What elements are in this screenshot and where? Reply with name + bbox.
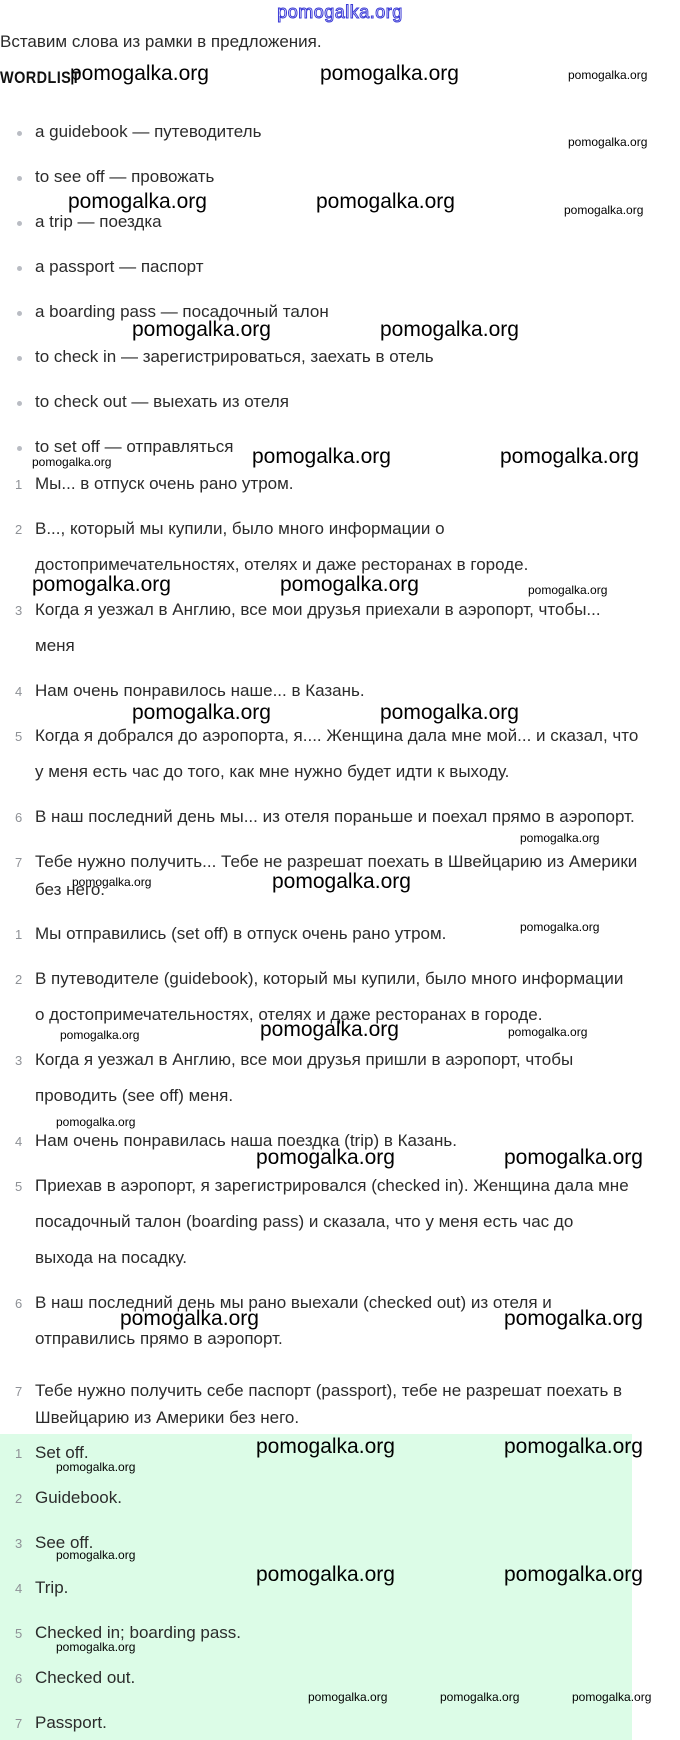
- translation-line: Тебе нужно получить себе паспорт (passport), тебе не разрешат поехать в: [35, 1381, 623, 1400]
- translation-number: 7: [15, 1384, 23, 1399]
- bullet-dot: [17, 176, 22, 181]
- translation-line: Когда я уезжал в Англию, все мои друзья пришли в аэропорт, чтобы: [35, 1050, 574, 1069]
- exercise-line: Мы... в отпуск очень рано утром.: [35, 474, 294, 493]
- bullet-dot: [17, 311, 22, 316]
- answer-number: 3: [15, 1536, 23, 1551]
- wordlist-title: WORDLIST: [0, 68, 81, 87]
- watermark: pomogalka.org: [316, 190, 455, 213]
- exercise-line: В наш последний день мы... из отеля пораньше и поехал прямо в аэропорт.: [35, 807, 635, 826]
- watermark: pomogalka.org: [260, 1018, 399, 1041]
- exercise-number: 1: [15, 477, 23, 492]
- watermark: pomogalka.org: [320, 62, 459, 85]
- translation-line: В наш последний день мы рано выехали (checked out) из отеля и: [35, 1293, 552, 1312]
- exercise-number: 6: [15, 810, 23, 825]
- watermark: pomogalka.org: [252, 445, 391, 468]
- bullet-dot: [17, 446, 22, 451]
- watermark: pomogalka.org: [520, 831, 600, 845]
- watermark: pomogalka.org: [564, 203, 644, 217]
- translation-number: 1: [15, 927, 23, 942]
- watermark: pomogalka.org: [508, 1025, 588, 1039]
- translation-line: посадочный талон (boarding pass) и сказала, что у меня есть час до: [35, 1212, 574, 1231]
- site-header-logo[interactable]: pomogalka.org: [277, 2, 403, 22]
- answer-number: 5: [15, 1626, 23, 1641]
- translation-line: В путеводителе (guidebook), который мы купили, было много информации: [35, 969, 624, 988]
- watermark: pomogalka.org: [504, 1435, 643, 1458]
- translation-line: о достопримечательностях, отелях и даже ресторанах в городе.: [35, 1005, 543, 1024]
- translation-line: Мы отправились (set off) в отпуск очень рано утром.: [35, 924, 447, 943]
- watermark: pomogalka.org: [56, 1640, 136, 1654]
- exercise-number: 7: [15, 855, 23, 870]
- watermark: pomogalka.org: [380, 701, 519, 724]
- answer-line: Passport.: [35, 1713, 107, 1732]
- answer-line: See off.: [35, 1533, 94, 1552]
- watermark: pomogalka.org: [572, 1690, 652, 1704]
- wordlist-item: to check in — зарегистрироваться, заехать в отель: [35, 347, 434, 366]
- watermark: pomogalka.org: [32, 455, 112, 469]
- watermark: pomogalka.org: [68, 190, 207, 213]
- translation-number: 4: [15, 1134, 23, 1149]
- exercise-number: 5: [15, 729, 23, 744]
- watermark: pomogalka.org: [500, 445, 639, 468]
- watermark: pomogalka.org: [72, 875, 152, 889]
- bullet-dot: [17, 221, 22, 226]
- watermark: pomogalka.org: [256, 1435, 395, 1458]
- wordlist-item: to check out — выехать из отеля: [35, 392, 289, 411]
- answer-number: 4: [15, 1581, 23, 1596]
- exercise-line: у меня есть час до того, как мне нужно будет идти к выходу.: [35, 762, 510, 781]
- answer-line: Guidebook.: [35, 1488, 122, 1507]
- watermark: pomogalka.org: [272, 870, 411, 893]
- exercise-line: без него.: [35, 880, 105, 899]
- watermark: pomogalka.org: [504, 1563, 643, 1586]
- watermark: pomogalka.org: [380, 318, 519, 341]
- translation-number: 2: [15, 972, 23, 987]
- answer-line: Trip.: [35, 1578, 69, 1597]
- translation-number: 3: [15, 1053, 23, 1068]
- watermark: pomogalka.org: [56, 1115, 136, 1129]
- exercise-number: 4: [15, 684, 23, 699]
- translation-line: отправились прямо в аэропорт.: [35, 1329, 283, 1348]
- translation-number: 5: [15, 1179, 23, 1194]
- translation-line: Швейцарию из Америки без него.: [35, 1408, 300, 1427]
- watermark: pomogalka.org: [440, 1690, 520, 1704]
- translation-line: выхода на посадку.: [35, 1248, 187, 1267]
- translation-line: Приехав в аэропорт, я зарегистрировался (checked in). Женщина дала мне: [35, 1176, 629, 1195]
- answer-number: 2: [15, 1491, 23, 1506]
- exercise-line: Нам очень понравилось наше... в Казань.: [35, 681, 365, 700]
- wordlist-item: to see off — провожать: [35, 167, 215, 186]
- answer-number: 6: [15, 1671, 23, 1686]
- watermark: pomogalka.org: [520, 920, 600, 934]
- watermark: pomogalka.org: [256, 1563, 395, 1586]
- watermark: pomogalka.org: [56, 1548, 136, 1562]
- watermark: pomogalka.org: [60, 1028, 140, 1042]
- watermark: pomogalka.org: [132, 701, 271, 724]
- exercise-number: 3: [15, 603, 23, 618]
- watermark: pomogalka.org: [568, 68, 648, 82]
- answer-line: Set off.: [35, 1443, 89, 1462]
- wordlist-item: a guidebook — путеводитель: [35, 122, 262, 141]
- answer-box: [0, 1434, 632, 1740]
- watermark: pomogalka.org: [568, 135, 648, 149]
- translation-line: проводить (see off) меня.: [35, 1086, 234, 1105]
- wordlist-item: a passport — паспорт: [35, 257, 204, 276]
- bullet-dot: [17, 356, 22, 361]
- watermark: pomogalka.org: [308, 1690, 388, 1704]
- answer-number: 7: [15, 1716, 23, 1731]
- exercise-line: В..., который мы купили, было много информации о: [35, 519, 445, 538]
- watermark: pomogalka.org: [528, 583, 608, 597]
- watermark: pomogalka.org: [120, 1307, 259, 1330]
- wordlist-item: a trip — поездка: [35, 212, 162, 231]
- exercise-line: Когда я уезжал в Англию, все мои друзья приехали в аэропорт, чтобы...: [35, 600, 601, 619]
- exercise-number: 2: [15, 522, 23, 537]
- answer-line: Checked out.: [35, 1668, 136, 1687]
- translation-number: 6: [15, 1296, 23, 1311]
- watermark: pomogalka.org: [256, 1146, 395, 1169]
- exercise-line: Тебе нужно получить... Тебе не разрешат поехать в Швейцарию из Америки: [35, 852, 638, 871]
- watermark: pomogalka.org: [70, 62, 209, 85]
- watermark: pomogalka.org: [280, 573, 419, 596]
- watermark: pomogalka.org: [504, 1307, 643, 1330]
- bullet-dot: [17, 131, 22, 136]
- wordlist-item: to set off — отправляться: [35, 437, 234, 456]
- exercise-line: меня: [35, 636, 75, 655]
- watermark: pomogalka.org: [56, 1460, 136, 1474]
- answer-line: Checked in; boarding pass.: [35, 1623, 242, 1642]
- answer-number: 1: [15, 1446, 23, 1461]
- instruction-text: Вставим слова из рамки в предложения.: [0, 32, 322, 51]
- exercise-line: Когда я добрался до аэропорта, я.... Женщина дала мне мой... и сказал, что: [35, 726, 639, 745]
- bullet-dot: [17, 401, 22, 406]
- watermark: pomogalka.org: [504, 1146, 643, 1169]
- wordlist-item: a boarding pass — посадочный талон: [35, 302, 329, 321]
- watermark: pomogalka.org: [32, 573, 171, 596]
- translation-line: Нам очень понравилась наша поездка (trip) в Казань.: [35, 1131, 457, 1150]
- bullet-dot: [17, 266, 22, 271]
- exercise-line: достопримечательностях, отелях и даже ресторанах в городе.: [35, 555, 529, 574]
- watermark: pomogalka.org: [132, 318, 271, 341]
